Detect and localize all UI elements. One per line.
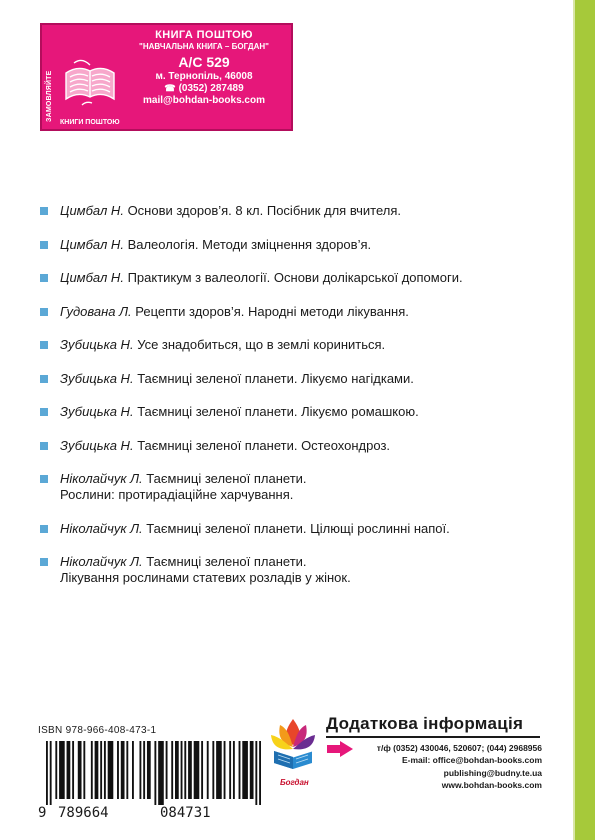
barcode-digit-group-2: 084731	[160, 805, 211, 821]
open-book-icon	[62, 55, 118, 113]
barcode-bar	[216, 741, 222, 799]
barcode-bar	[132, 741, 134, 799]
stamp-city: м. Тернопіль, 46008	[155, 71, 253, 82]
barcode-bar	[188, 741, 192, 799]
book-title-line: Таємниці зеленої планети. Лікуємо нагідками.	[137, 371, 414, 386]
square-bullet-icon	[40, 375, 48, 383]
barcode-bar	[255, 741, 257, 805]
book-author: Цимбал Н.	[60, 203, 124, 218]
barcode-bar	[259, 741, 261, 805]
stamp-text	[118, 29, 290, 106]
square-bullet-icon	[40, 207, 48, 215]
book-item	[40, 337, 385, 353]
barcode-bar	[212, 741, 214, 799]
book-item	[40, 237, 371, 253]
book-title-line: Рецепти здоров’я. Народні методи лікування.	[135, 304, 409, 319]
book-title-line: Таємниці зеленої планети. Цілющі рослинні напої.	[146, 521, 450, 536]
stamp-title: КНИГА ПОШТОЮ	[155, 29, 253, 41]
contact-phone: т/ф (0352) 430046, 520607; (044) 2968956	[376, 743, 542, 753]
book-item	[40, 270, 463, 286]
book-item	[40, 371, 414, 387]
barcode-bar	[181, 741, 183, 799]
book-item	[40, 521, 450, 537]
contact-website: www.bohdan-books.com	[441, 780, 542, 791]
book-item	[40, 438, 390, 454]
book-author: Зубицька Н.	[60, 438, 134, 453]
square-bullet-icon	[40, 241, 48, 249]
book-author: Ніколайчук Л.	[60, 471, 143, 486]
barcode-block	[38, 725, 268, 825]
barcode-digit-group-1: 789664	[58, 805, 109, 821]
stamp-bottom-label: КНИГИ ПОШТОЮ	[60, 119, 120, 126]
book-title-line: Усе знадобиться, що в землі кориниться.	[137, 337, 386, 352]
book-author: Ніколайчук Л.	[60, 521, 143, 536]
barcode-bar	[108, 741, 114, 799]
book-title-line: Рослини: протирадіаційне харчування.	[60, 487, 294, 502]
barcode-bar	[224, 741, 226, 799]
isbn: ISBN 978-966-408-473-1	[38, 725, 157, 736]
book-title-line: Валеологія. Методи зміцнення здоров’я.	[127, 237, 372, 252]
barcode-bar	[229, 741, 231, 799]
barcode-bar	[139, 741, 141, 799]
book-title-line: Практикум з валеології. Основи долікарської допомоги.	[127, 270, 463, 285]
contact-email-2: publishing@budny.te.ua	[443, 767, 542, 778]
barcode-bar	[207, 741, 209, 799]
barcode-bar	[91, 741, 93, 799]
book-title-line: Таємниці зеленої планети.	[146, 554, 307, 569]
barcode-bar	[59, 741, 65, 799]
book-title-line: Таємниці зеленої планети. Лікуємо ромашкою.	[137, 404, 419, 419]
barcode-bar	[171, 741, 173, 799]
stamp-side-label: ЗАМОВЛЯЙТЕ	[46, 70, 53, 122]
barcode-bar	[233, 741, 235, 799]
barcode-bar	[194, 741, 200, 799]
barcode-bar	[50, 741, 52, 805]
book-item	[40, 203, 401, 219]
barcode-bar	[121, 741, 125, 799]
additional-info-title: Додаткова інформація	[326, 714, 524, 733]
barcode-bar	[158, 741, 164, 805]
square-bullet-icon	[40, 558, 48, 566]
stamp-phone: (0352) 287489	[178, 83, 244, 94]
book-item	[40, 304, 409, 320]
square-bullet-icon	[40, 408, 48, 416]
telephone-icon: ☎	[164, 83, 176, 93]
stamp-phone-row	[118, 83, 290, 94]
barcode-bar	[104, 741, 106, 799]
book-author: Гудована Л.	[60, 304, 132, 319]
barcode-bar	[117, 741, 119, 799]
square-bullet-icon	[40, 525, 48, 533]
mail-order-stamp	[40, 23, 293, 131]
barcode-bar	[95, 741, 99, 799]
barcode-bar	[143, 741, 145, 799]
barcode-bar	[239, 741, 241, 799]
barcode-bar	[67, 741, 71, 799]
barcode-bar	[78, 741, 82, 799]
square-bullet-icon	[40, 442, 48, 450]
barcode-bar	[83, 741, 85, 799]
barcode-bar	[126, 741, 128, 799]
stamp-email: mail@bohdan-books.com	[143, 95, 265, 106]
barcode-bar	[46, 741, 48, 805]
barcode-bar	[72, 741, 74, 799]
book-title-line: Лікування рослинами статевих розладів у жінок.	[60, 570, 351, 585]
barcode	[46, 741, 261, 805]
book-title-line: Таємниці зеленої планети.	[146, 471, 307, 486]
barcode-bar	[166, 741, 168, 799]
book-author: Ніколайчук Л.	[60, 554, 143, 569]
book-author: Зубицька Н.	[60, 404, 134, 419]
square-bullet-icon	[40, 475, 48, 483]
barcode-bar	[154, 741, 156, 805]
book-title-line: Таємниці зеленої планети. Остеохондроз.	[137, 438, 391, 453]
square-bullet-icon	[40, 341, 48, 349]
barcode-bar	[175, 741, 179, 799]
barcode-bar	[100, 741, 102, 799]
barcode-bar	[201, 741, 203, 799]
barcode-bar	[242, 741, 248, 799]
stamp-po-box: А/С 529	[178, 54, 230, 70]
square-bullet-icon	[40, 274, 48, 282]
book-item	[40, 404, 419, 420]
book-title-line: Основи здоров’я. 8 кл. Посібник для вчителя.	[127, 203, 402, 218]
book-author: Зубицька Н.	[60, 337, 134, 352]
publisher-logo-name: Богдан	[280, 778, 309, 787]
barcode-bar	[184, 741, 186, 799]
barcode-bar	[147, 741, 151, 799]
book-author: Цимбал Н.	[60, 237, 124, 252]
book-author: Цимбал Н.	[60, 270, 124, 285]
arrow-right-icon	[326, 741, 354, 757]
square-bullet-icon	[40, 308, 48, 316]
contact-email: E-mail: office@bohdan-books.com	[401, 755, 542, 766]
info-divider	[326, 736, 540, 738]
contact-info	[352, 742, 542, 792]
publisher-logo-icon	[268, 715, 318, 777]
book-item	[40, 471, 307, 503]
barcode-bar	[250, 741, 254, 799]
barcode-digit-first: 9	[38, 805, 47, 821]
barcode-bar	[55, 741, 57, 799]
book-author: Зубицька Н.	[60, 371, 134, 386]
book-item	[40, 554, 351, 586]
stamp-publisher: "НАВЧАЛЬНА КНИГА – БОГДАН"	[139, 42, 269, 51]
green-side-stripe	[575, 0, 595, 840]
